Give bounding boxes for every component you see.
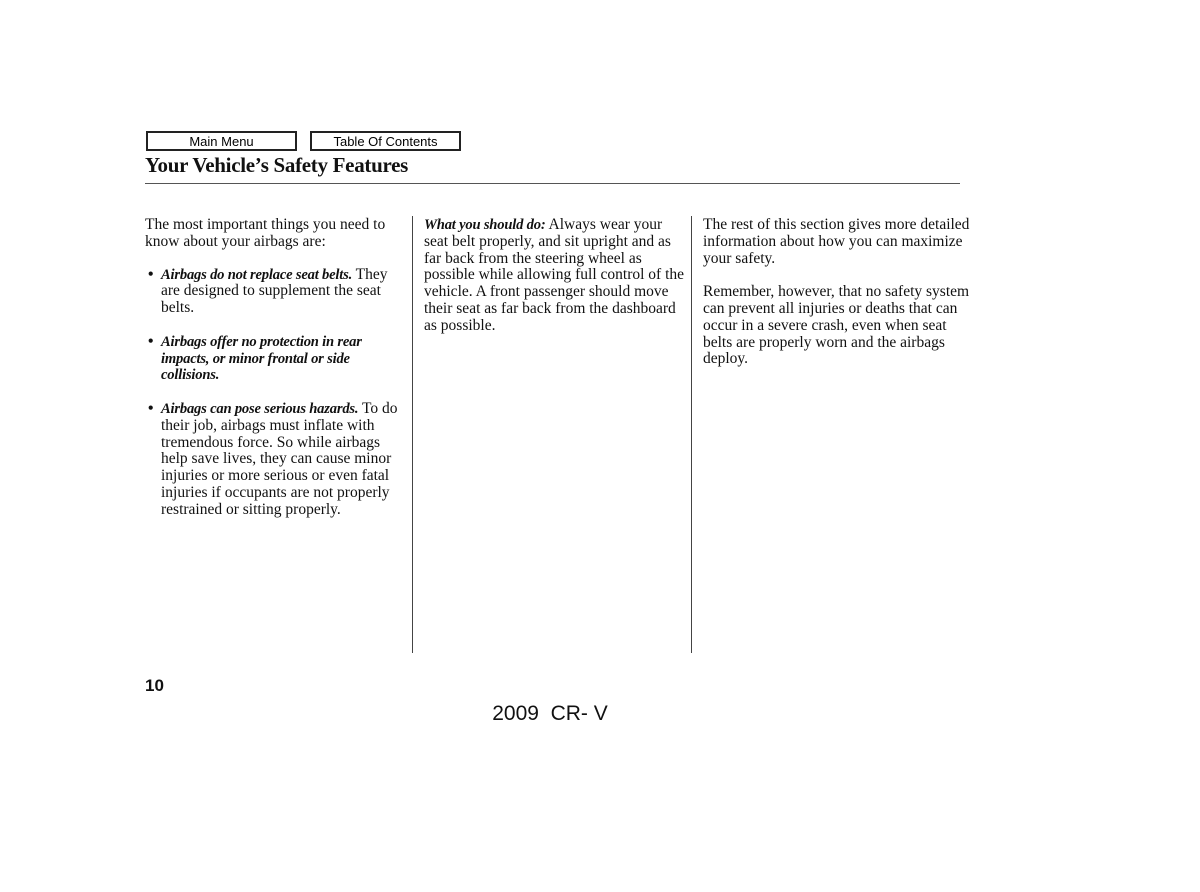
paragraph-lead: What you should do:	[424, 217, 546, 233]
bullet-heading: Airbags offer no protection in rear impacts, or minor frontal or side collisions.	[161, 333, 362, 384]
section-info-paragraph: The rest of this section gives more detailed information about how you can maximize your safety.	[703, 216, 970, 267]
main-menu-button[interactable]: Main Menu	[146, 131, 297, 151]
bullet-heading: Airbags do not replace seat belts.	[161, 266, 353, 283]
column-3	[703, 217, 973, 368]
bullet-item-seat-belts	[145, 267, 407, 317]
bullet-icon: •	[148, 265, 154, 283]
bullet-icon: •	[148, 399, 154, 417]
column-divider-2	[691, 216, 692, 653]
bullet-item-no-protection	[145, 334, 407, 384]
section-title: Your Vehicle’s Safety Features	[145, 153, 409, 177]
airbag-intro: The most important things you need to know about your airbags are:	[145, 216, 386, 250]
bullet-body: They are designed to supplement the seat belts.	[161, 265, 388, 317]
column-2	[424, 217, 686, 335]
title-divider	[145, 183, 960, 184]
bullet-heading: Airbags can pose serious hazards.	[161, 400, 359, 417]
bullet-item-hazards	[145, 401, 407, 519]
safety-warning-paragraph: Remember, however, that no safety system can prevent all injuries or deaths that can occur in a severe crash, even when seat belts are properly worn and the airbags deploy.	[703, 283, 970, 368]
what-you-should-do-paragraph	[424, 217, 686, 335]
page-number: 10	[145, 676, 164, 695]
bullet-body: To do their job, airbags must inflate with tremendous force. So while airbags help save lives, they can cause minor injuries or more serious or even fatal injuries if occupants are not properly restrained or sitting properly.	[161, 399, 398, 518]
paragraph-text: Always wear your seat belt properly, and sit upright and as far back from the steering wheel as possible while allowing full control of the vehicle. A front passenger should move their seat as far back from the dashboard as possible.	[424, 216, 685, 334]
column-1	[145, 217, 407, 535]
bullet-icon: •	[148, 332, 154, 350]
table-of-contents-button[interactable]: Table Of Contents	[310, 131, 461, 151]
column-divider-1	[412, 216, 413, 653]
model-footer: 2009 CR- V	[492, 702, 608, 725]
